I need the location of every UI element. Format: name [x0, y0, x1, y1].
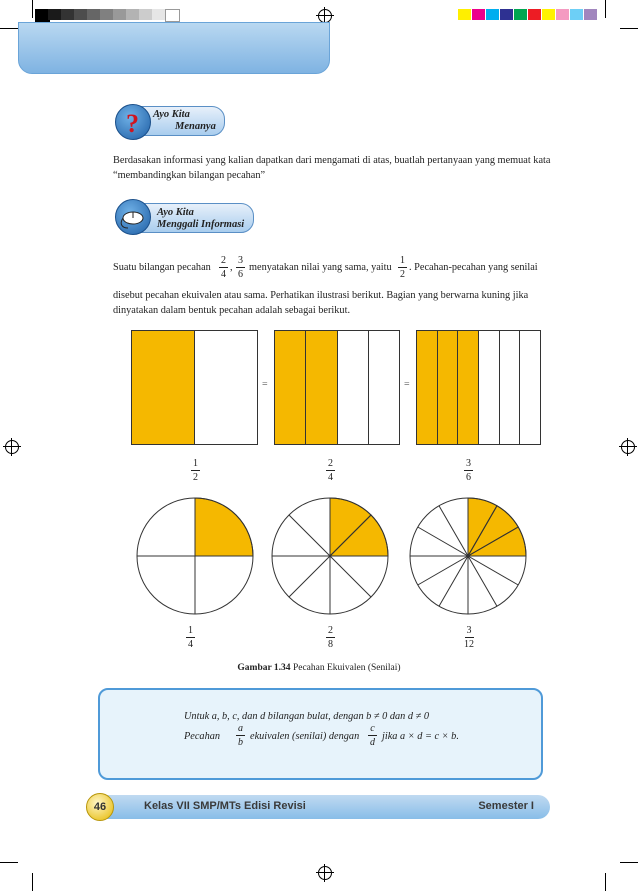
section-title-line1: Ayo Kita	[153, 109, 190, 120]
registration-mark-icon	[318, 866, 332, 880]
definition-word: Pecahan	[184, 731, 221, 742]
definition-box	[98, 688, 543, 780]
page-number: 46	[86, 793, 114, 821]
fraction-label: 3 6	[466, 458, 471, 483]
svg-text:?: ?	[126, 109, 139, 138]
book-title: Kelas VII SMP/MTs Edisi Revisi	[144, 800, 306, 812]
info-text-start: Suatu bilangan pecahan	[113, 262, 211, 273]
question-paragraph: Berdasakan informasi yang kalian dapatkan dari mengamati di atas, buatlah pertanyaan yang memuat kata “membandingkan bilangan pecahan”	[113, 155, 551, 181]
fraction-label: 2 8	[328, 625, 333, 650]
registration-mark-icon	[318, 9, 332, 23]
fraction: 2 4	[221, 255, 226, 280]
registration-mark-icon	[5, 440, 19, 454]
section-title-line1: Ayo Kita	[157, 207, 194, 218]
rect-quarters	[274, 330, 400, 445]
info-text-middle: menyatakan nilai yang sama, yaitu	[249, 262, 392, 273]
definition-line1: Untuk a, b, c, dan d bilangan bulat, dengan b ≠ 0 dan d ≠ 0	[184, 711, 429, 722]
equals-sign: =	[262, 379, 268, 390]
header-band	[18, 22, 330, 74]
circle-twelfths	[408, 496, 528, 616]
registration-mark-icon	[621, 440, 635, 454]
fraction: 3 6	[238, 255, 243, 280]
fraction: 1 2	[400, 255, 405, 280]
fraction-label: 1 2	[193, 458, 198, 483]
comma: ,	[230, 262, 233, 273]
definition-end: jika a × d = c × b.	[382, 731, 459, 742]
semester-label: Semester I	[478, 800, 534, 812]
circle-quarters	[135, 496, 255, 616]
equals-sign: =	[404, 379, 410, 390]
section-title-line2: Menanya	[175, 121, 216, 132]
info-text-end: . Pecahan-pecahan yang senilai	[409, 262, 538, 273]
info-paragraph: disebut pecahan ekuivalen atau sama. Perhatikan ilustrasi berikut. Bagian yang berwarna kuning jika dinyatakan dalam bentuk pecahan adalah sebagai berikut.	[113, 290, 529, 316]
fraction: c d	[370, 723, 375, 748]
fraction: a b	[238, 723, 243, 748]
section-title-line2: Menggali Informasi	[157, 219, 245, 230]
fraction-label: 1 4	[188, 625, 193, 650]
question-mark-icon	[115, 104, 151, 140]
page-footer	[92, 795, 550, 819]
mouse-icon	[115, 199, 151, 235]
figure-caption: Gambar 1.34 Pecahan Ekuivalen (Senilai)	[237, 663, 401, 673]
definition-middle: ekuivalen (senilai) dengan	[250, 731, 360, 742]
fraction-label: 3 12	[464, 625, 474, 650]
rect-sixths	[416, 330, 541, 445]
fraction-label: 2 4	[328, 458, 333, 483]
circle-eighths	[270, 496, 390, 616]
rect-halves	[131, 330, 258, 445]
